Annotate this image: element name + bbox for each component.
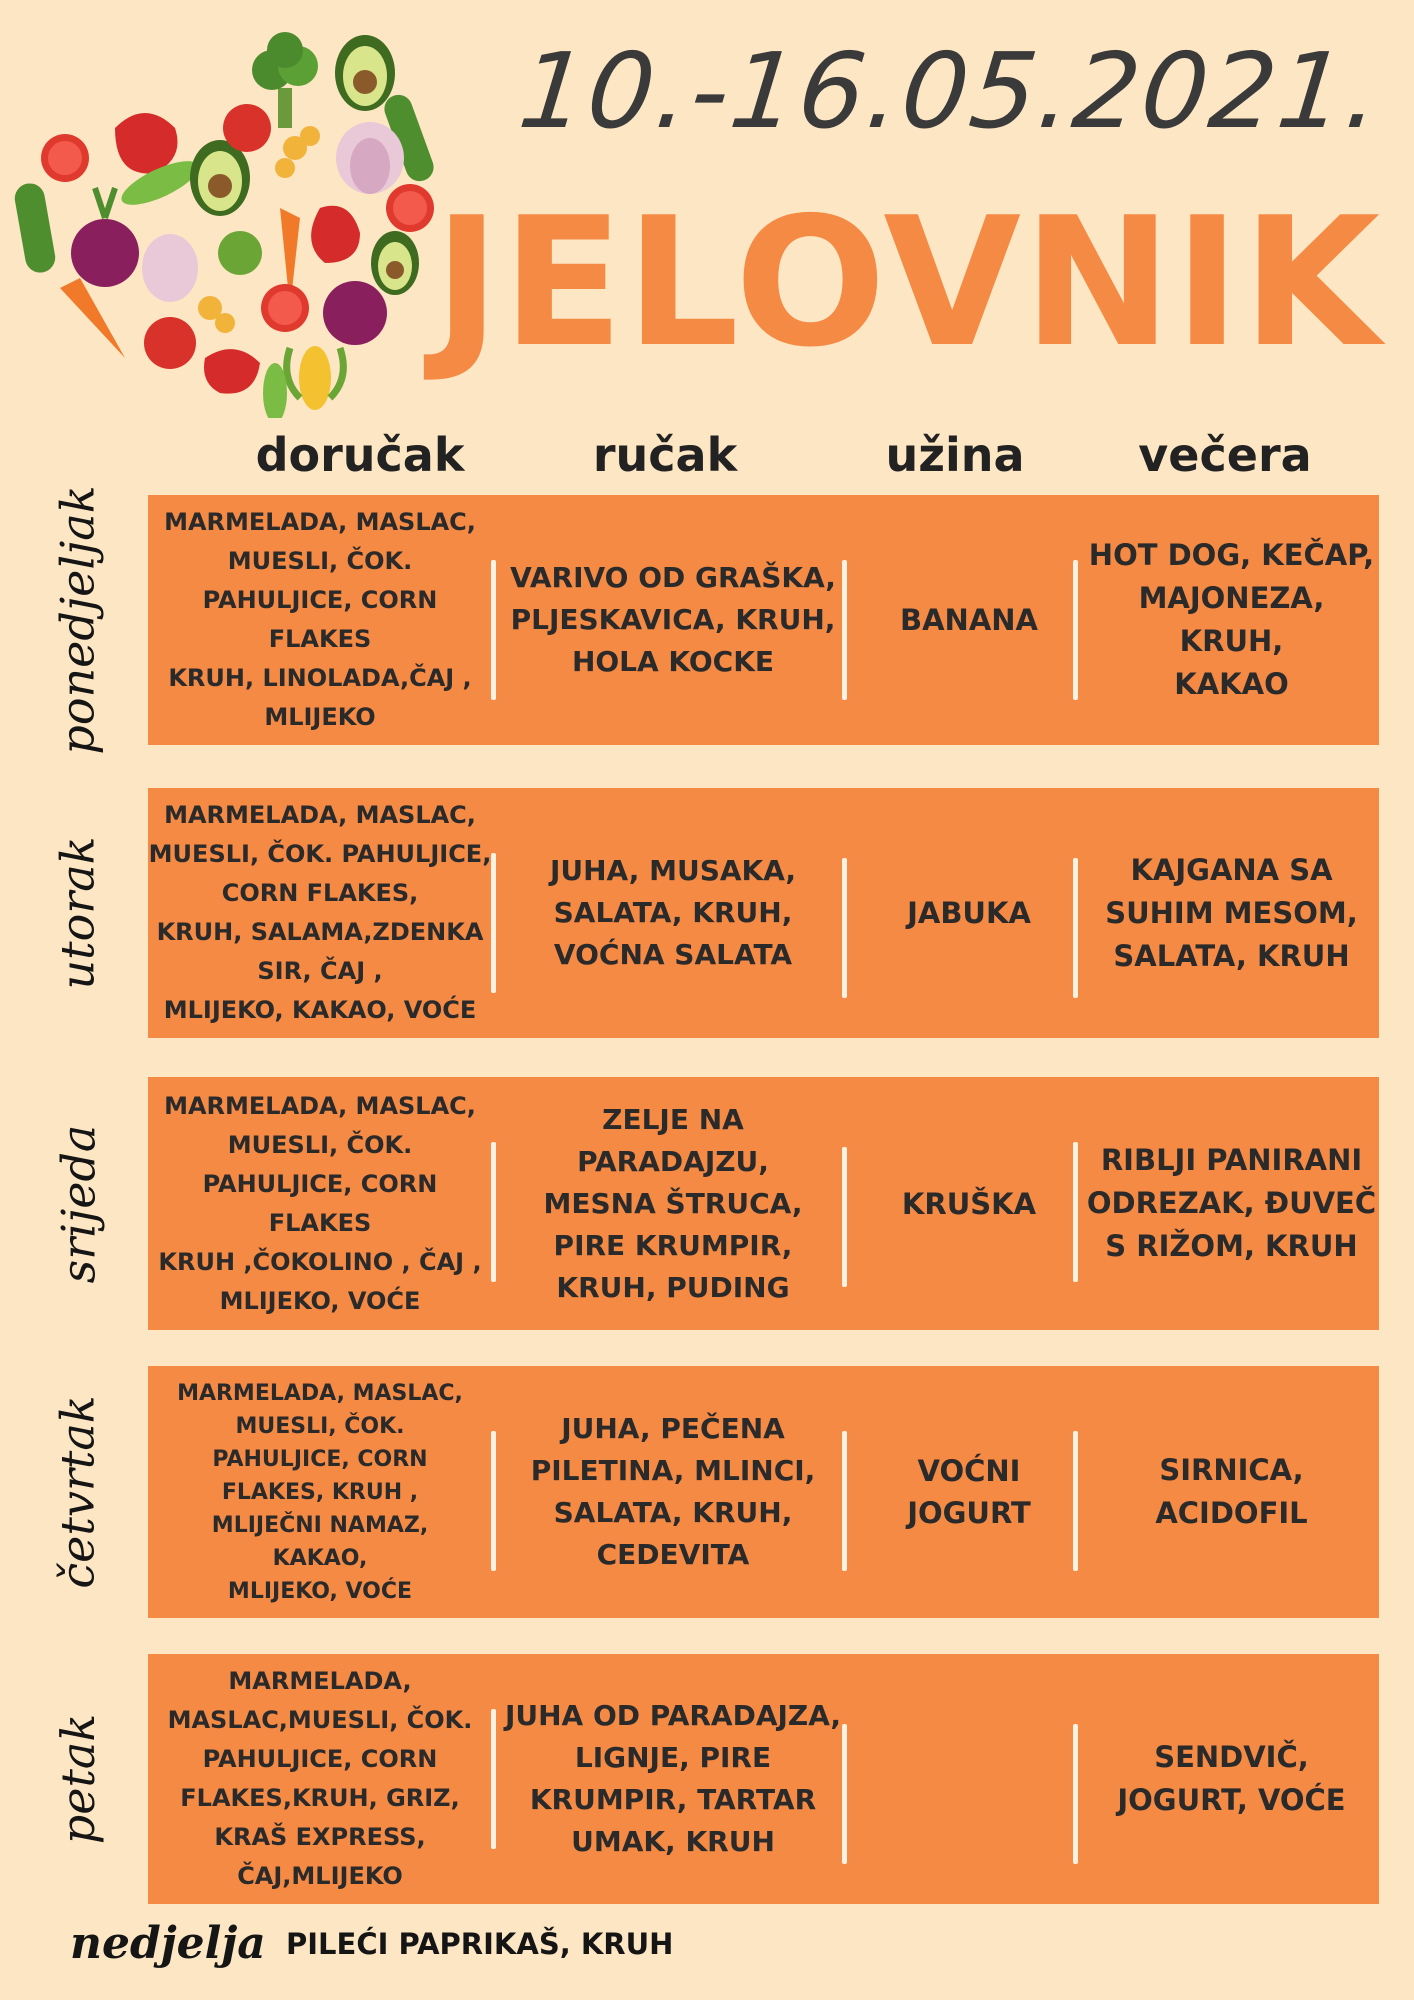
column-divider [842,560,847,700]
apple-icon [223,104,271,152]
dinner-cell: KAJGANA SA SUHIM MESOM, SALATA, KRUH [1105,852,1358,973]
column-divider [842,1724,847,1864]
column-divider [842,1431,847,1571]
dinner-cell: RIBLJI PANIRANI ODREZAK, ĐUVEČ S RIŽOM, KRUH [1086,1143,1377,1263]
corn-icon [287,346,344,410]
day-label-tuesday: utorak [51,836,105,990]
breakfast-cell: MARMELADA, MASLAC, MUESLI, ČOK. PAHULJICE, CORN FLAKES, KRUH, SALAMA,ZDENKA SIR, ČAJ , MLIJEKO, KAKAO, VOĆE [148,801,492,1024]
garlic-icon [336,122,404,194]
column-header-breakfast: doručak [255,428,465,482]
dinner-cell: SIRNICA, ACIDOFIL [1155,1453,1308,1530]
breakfast-cell: MARMELADA, MASLAC, MUESLI, ČOK. PAHULJICE, CORN FLAKES KRUH ,ČOKOLINO , ČAJ , MLIJEKO, VOĆE [158,1091,482,1315]
day-label-wednesday: srijeda [51,1124,106,1283]
breakfast-cell: MARMELADA, MASLAC, MUESLI, ČOK. PAHULJICE, CORN FLAKES KRUH, LINOLADA,ČAJ , MLIJEKO [164,508,476,731]
breakfast-cell: MARMELADA, MASLAC, MUESLI, ČOK. PAHULJICE, CORN FLAKES, KRUH , MLIJEČNI NAMAZ, KAKAO, MLIJEKO, VOĆE [177,1380,463,1604]
column-header-dinner: večera [1138,428,1312,482]
snack-cell: VOĆNI JOGURT [907,1454,1031,1530]
column-header-snack: užina [885,428,1025,482]
tomato-icon [41,134,89,182]
day-label-friday: petak [50,1713,105,1845]
column-divider [1073,858,1078,998]
column-divider [491,560,496,700]
column-header-lunch: ručak [592,428,738,482]
column-divider [1073,1142,1078,1282]
day-label-monday: ponedjeljak [51,485,106,755]
day-label-sunday: nedjelja [70,1918,266,1969]
snack-cell: KRUŠKA [901,1186,1037,1221]
column-divider [491,853,496,993]
lunch-cell: JUHA OD PARADAJZA, LIGNJE, PIRE KRUMPIR, TARTAR UMAK, KRUH [504,1699,842,1858]
column-divider [491,1431,496,1571]
sunday-meal: PILEĆI PAPRIKAŠ, KRUH [286,1927,674,1961]
pepper-icon [115,113,178,173]
lunch-cell: ZELJE NA PARADAJZU, MESNA ŠTRUCA, PIRE KRUMPIR, KRUH, PUDING [543,1102,803,1304]
vegetable-heart-illustration [10,18,440,418]
snack-cell [854,1654,1084,1904]
menu-row-friday [148,1654,1379,1904]
column-divider [1073,1724,1078,1864]
column-divider [842,1147,847,1287]
dinner-cell: HOT DOG, KEČAP, MAJONEZA, KRUH, KAKAO [1088,538,1375,701]
breakfast-cell: MARMELADA, MASLAC,MUESLI, ČOK. PAHULJICE, CORN FLAKES,KRUH, GRIZ, KRAŠ EXPRESS, ČAJ,MLIJEKO [167,1667,473,1890]
lunch-cell: VARIVO OD GRAŠKA, PLJESKAVICA, KRUH, HOLA KOCKE [510,561,836,678]
dinner-cell: SENDVIČ, JOGURT, VOĆE [1117,1740,1346,1817]
column-divider [1073,560,1078,700]
snack-cell: BANANA [900,603,1038,637]
column-divider [491,1709,496,1849]
menu-row-thursday [148,1366,1379,1618]
column-divider [491,1142,496,1282]
menu-title: JELOVNIK [433,179,1383,386]
column-divider [1073,1431,1078,1571]
column-divider [842,858,847,998]
date-range-title: 10.-16.05.2021. [513,30,1388,152]
menu-row-wednesday [148,1077,1379,1330]
lunch-cell: JUHA, PEČENA PILETINA, MLINCI, SALATA, KRUH, CEDEVITA [530,1412,816,1571]
snack-cell: JABUKA [907,896,1031,930]
menu-row-monday [148,495,1379,745]
menu-row-tuesday [148,788,1379,1038]
avocado-icon [335,35,395,111]
pasta-icon [275,126,320,178]
day-label-thursday: četvrtak [51,1395,106,1589]
lunch-cell: JUHA, MUSAKA, SALATA, KRUH, VOĆNA SALATA [549,854,797,971]
